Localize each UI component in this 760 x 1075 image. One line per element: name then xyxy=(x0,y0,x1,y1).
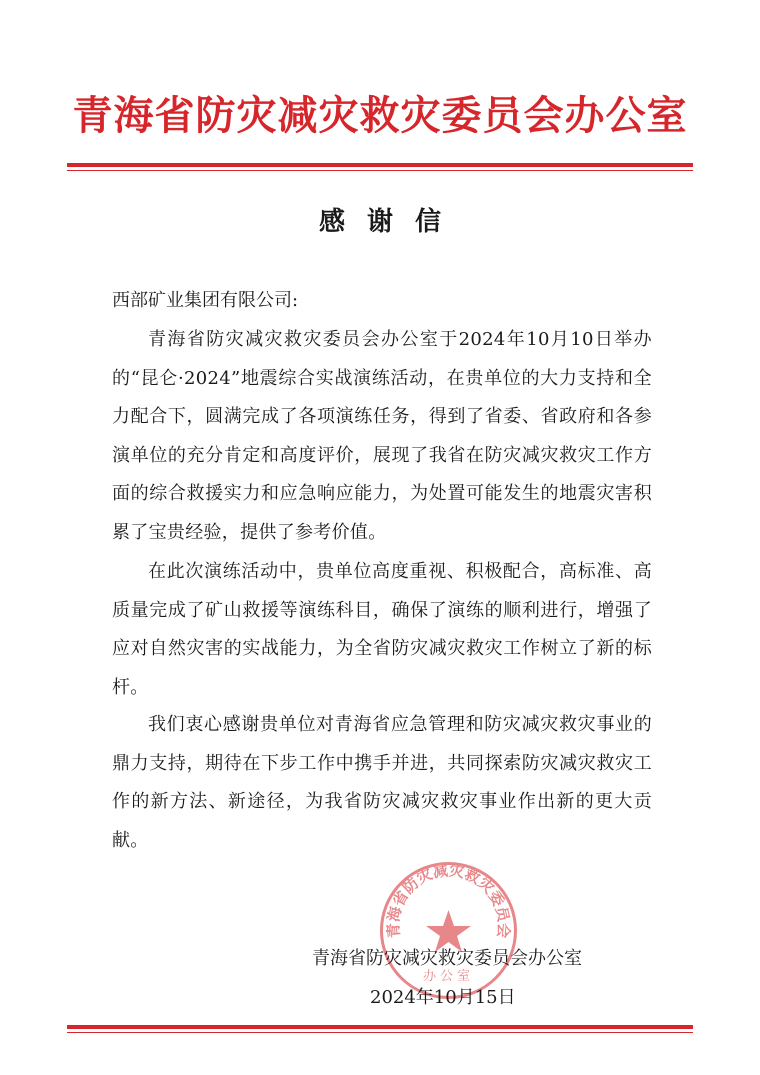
footer-rule-thin xyxy=(67,1032,693,1033)
letterhead-org-name: 青海省防灾减灾救灾委员会办公室 xyxy=(72,92,688,139)
paragraph-3: 我们衷心感谢贵单位对青海省应急管理和防灾减灾救灾事业的鼎力支持，期待在下步工作中携手并进，共同探索防灾减灾救灾工作的新方法、新途径，为我省防灾减灾救灾事业作出新的更大贡献。 xyxy=(112,714,652,851)
letter-title: 感谢信 xyxy=(318,207,463,237)
seal-bottom-text: 办公室 xyxy=(422,969,475,984)
letterhead-rule-thick xyxy=(67,163,693,167)
paragraph-1: 青海省防灾减灾救灾委员会办公室于2024年10月10日举办的“昆仑·2024”地震综合实战演练活动，在贵单位的大力支持和全力配合下，圆满完成了各项演练任务，得到了省委、省政府和各参演单位的充分肯定和高度评价，展现了我省在防灾减灾救灾工作方面的综合救援实力和应急响应能力，为处置可能发生的地震灾害积累了宝贵经验，提供了参考价值。 xyxy=(112,329,652,543)
salutation: 西部矿业集团有限公司: xyxy=(112,290,299,311)
letterhead-rule-thin xyxy=(67,170,693,171)
paragraph-2: 在此次演练活动中，贵单位高度重视、积极配合，高标准、高质量完成了矿山救援等演练科目，确保了演练的顺利进行，增强了应对自然灾害的实战能力，为全省防灾减灾救灾工作树立了新的标杆。 xyxy=(112,561,652,698)
signature-org: 青海省防灾减灾救灾委员会办公室 xyxy=(312,948,582,969)
footer-rule-thick xyxy=(67,1025,693,1029)
official-seal-icon xyxy=(376,858,521,1003)
seal-ring-text: 青海省防灾减灾救灾委员会 xyxy=(384,861,513,939)
signature-date: 2024年10月15日 xyxy=(370,987,516,1008)
